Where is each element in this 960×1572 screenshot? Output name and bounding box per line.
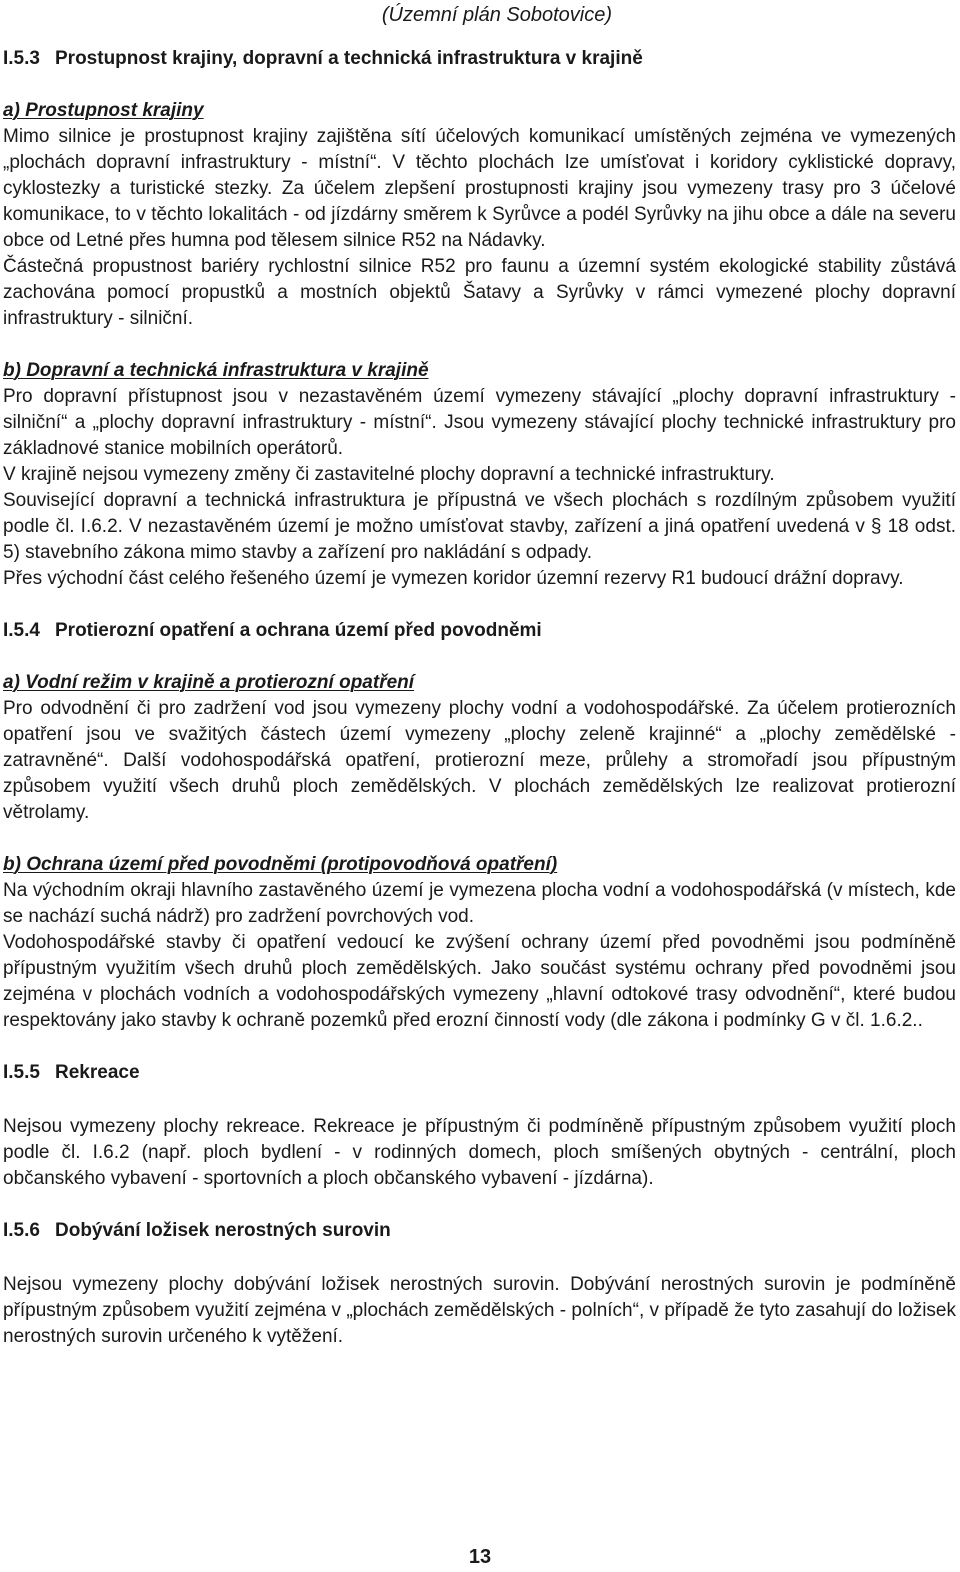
paragraph: Přes východní část celého řešeného území je vymezen koridor územní rezervy R1 budoucí drážní dopravy. xyxy=(3,568,904,589)
document-body xyxy=(3,46,956,1350)
section-title: Dobývání ložisek nerostných surovin xyxy=(55,1220,391,1241)
paragraph: Mimo silnice je prostupnost krajiny zajištěna sítí účelových komunikací umístěných zejména ve vymezených „plochách dopravní infrastruktury - místní“. V těchto plochách lze umísťovat i koridory cyklistické dopravy, cyklostezky a turistické stezky. Za účelem zlepšení prostupnosti krajiny jsou vymezeny trasy pro 3 účelové komunikace, to v těchto lokalitách - od jízdárny směrem k Syrůvce a podél Syrůvky na jihu obce a dále na severu obce od Letné přes humna pod tělesem silnice R52 na Nádavky. xyxy=(3,126,956,251)
subsection-heading-prostupnost: a) Prostupnost krajiny xyxy=(3,100,204,121)
paragraph: Částečná propustnost bariéry rychlostní silnice R52 pro faunu a územní systém ekologické stability zůstává zachována pomocí propustků a mostních objektů Šatavy a Syrůvky v rámci vymezené plochy dopravní infrastruktury - silniční. xyxy=(3,256,956,329)
section-heading-i-5-3 xyxy=(3,46,956,72)
subsection-heading-ochrana-pred-povodnemi: b) Ochrana území před povodněmi (protipovodňová opatření) xyxy=(3,854,558,875)
paragraph: Vodohospodářské stavby či opatření vedoucí ke zvýšení ochrany území před povodněmi jsou podmíněně přípustným využitím všech druhů ploch zemědělských. Jako součást systému ochrany před povodněmi jsou zejména v plochách vodních a vodohospodářských vymezeny „hlavní odtokové trasy odvodnění“, které budou respektovány jako stavby k ochraně pozemků před erozní činností vody (dle zákona i podmínky G v čl. 1.6.2.. xyxy=(3,932,956,1031)
section-heading-i-5-6 xyxy=(3,1218,956,1244)
subsection-heading-vodni-rezim: a) Vodní režim v krajině a protierozní opatření xyxy=(3,672,415,693)
section-title: Prostupnost krajiny, dopravní a technická infrastruktura v krajině xyxy=(55,48,643,69)
running-header: (Územní plán Sobotovice) xyxy=(381,4,612,26)
paragraph: Související dopravní a technická infrastruktura je přípustná ve všech plochách s rozdílným způsobem využití podle čl. I.6.2. V nezastavěném území je možno umísťovat stavby, zařízení a jiná opatření uvedená v § 18 odst. 5) stavebního zákona mimo stavby a zařízení pro nakládání s odpady. xyxy=(3,490,956,563)
section-number: I.5.3 xyxy=(3,48,40,69)
paragraph: Nejsou vymezeny plochy dobývání ložisek nerostných surovin. Dobývání nerostných surovin je podmíněně přípustným způsobem využití zejména v „plochách zemědělských - polních“, v případě že tyto zasahují do ložisek nerostných surovin určeného k vytěžení. xyxy=(3,1274,956,1347)
section-heading-i-5-4 xyxy=(3,618,956,644)
paragraph: V krajině nejsou vymezeny změny či zastavitelné plochy dopravní a technické infrastruktury. xyxy=(3,464,775,485)
section-number: I.5.6 xyxy=(3,1220,40,1241)
section-title: Protierozní opatření a ochrana území před povodněmi xyxy=(55,620,542,641)
subsection-heading-dopravni-infrastruktura: b) Dopravní a technická infrastruktura v krajině xyxy=(3,360,429,381)
section-title: Rekreace xyxy=(55,1062,140,1083)
section-heading-i-5-5 xyxy=(3,1060,956,1086)
paragraph: Nejsou vymezeny plochy rekreace. Rekreace je přípustným či podmíněně přípustným způsobem využití ploch podle čl. I.6.2 (např. ploch bydlení - v rodinných domech, ploch smíšených obytných - centrální, ploch občanského vybavení - sportovních a ploch občanského vybavení - jízdárna). xyxy=(3,1116,956,1189)
page-number: 13 xyxy=(468,1546,492,1568)
paragraph: Na východním okraji hlavního zastavěného území je vymezena plocha vodní a vodohospodářská (v místech, kde se nachází suchá nádrž) pro zadržení povrchových vod. xyxy=(3,880,956,927)
section-number: I.5.5 xyxy=(3,1062,40,1083)
paragraph: Pro dopravní přístupnost jsou v nezastavěném území vymezeny stávající „plochy dopravní infrastruktury - silniční“ a „plochy dopravní infrastruktury - místní“. Jsou vymezeny stávající plochy technické infrastruktury pro základnové stanice mobilních operátorů. xyxy=(3,386,956,459)
paragraph: Pro odvodnění či pro zadržení vod jsou vymezeny plochy vodní a vodohospodářské. Za účelem protierozních opatření jsou ve svažitých částech území vymezeny „plochy zeleně krajinné“ a „plochy zemědělské - zatravněné“. Další vodohospodářská opatření, protierozní meze, průlehy a stromořadí jsou přípustným způsobem využití všech druhů ploch zemědělských. V plochách zemědělských lze realizovat protierozní větrolamy. xyxy=(3,698,956,823)
section-number: I.5.4 xyxy=(3,620,40,641)
